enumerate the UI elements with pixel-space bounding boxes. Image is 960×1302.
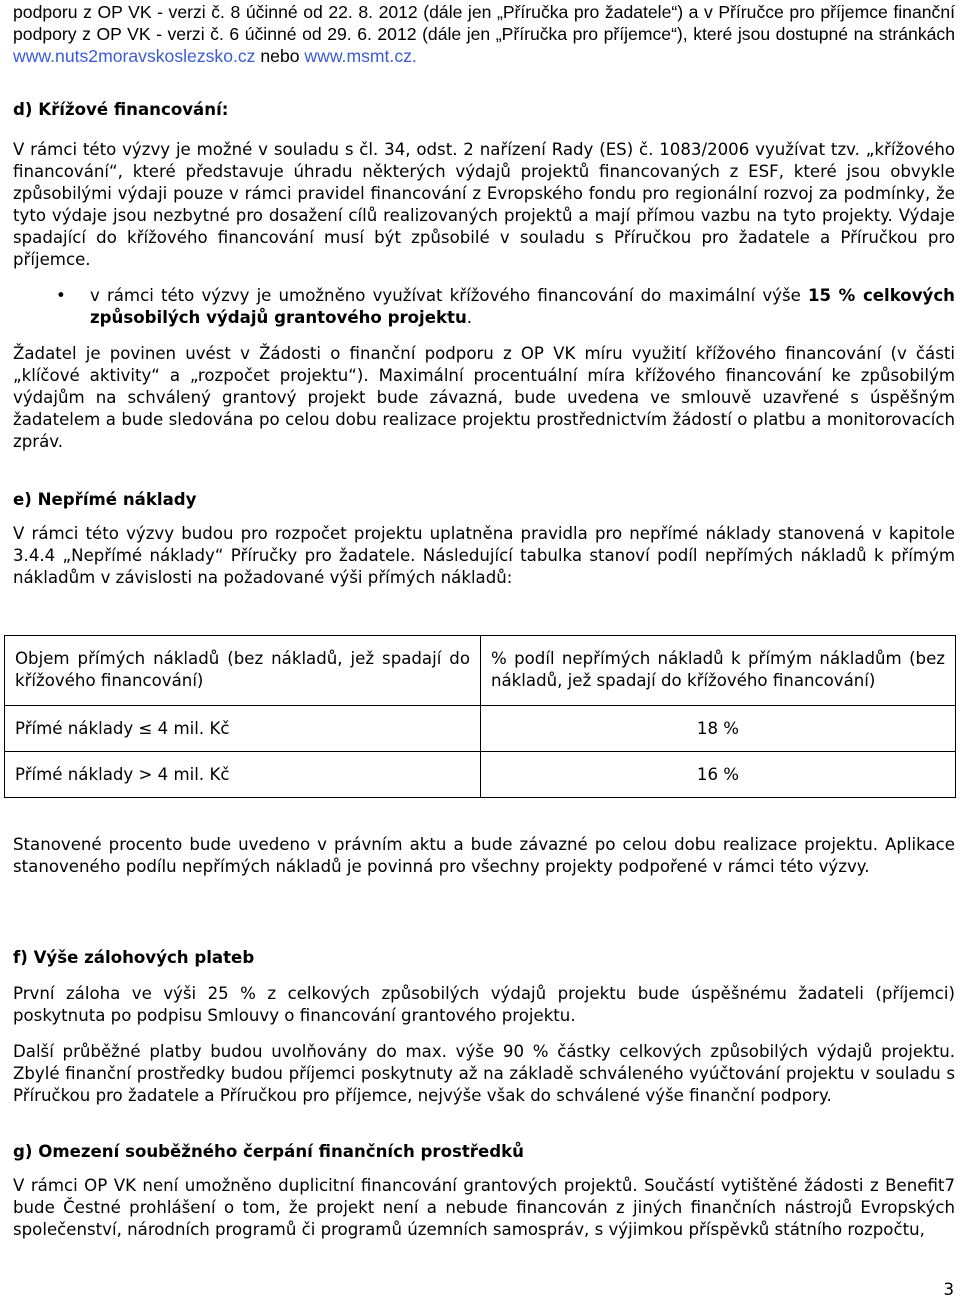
section-f-paragraph-2: Další průběžné platby budou uvolňovány do max. výše 90 % částky celkových způsobilých výdajů projektu. Zbylé finanční prostředky budou příjemci poskytnuty až na základě schváleného vyúčtování projektu v souladu s Příručkou pro žadatele a Příručkou pro příjemce, nejvýše však do schválené výše finanční podpory.: [13, 1042, 955, 1105]
section-d-paragraph-1: V rámci této výzvy je možné v souladu s čl. 34, odst. 2 nařízení Rady (ES) č. 1083/2006 využívat tzv. „křížového financování“, které představuje úhradu některých výdajů projektů financovaných z ESF, které jsou obvykle způsobilými výdaji pouze v rámci pravidel financování z Evropského fondu pro regionální rozvoj za podmínky, že tyto výdaje jsou nezbytné pro dosažení cílů realizovaných projektů a mají přímou vazbu na tyto projekty. Výdaje spadající do křížového financování musí být způsobilé v souladu s Příručkou pro žadatele a Příručkou pro příjemce.: [13, 140, 955, 269]
bullet-end: .: [466, 308, 473, 327]
link-msmt[interactable]: www.msmt.cz.: [304, 46, 417, 66]
table-cell: 16 %: [481, 752, 956, 798]
table-row: [5, 752, 956, 798]
section-g-heading: g) Omezení souběžného čerpání finančních prostředků: [13, 1142, 524, 1161]
section-f-heading: f) Výše zálohových plateb: [13, 948, 255, 967]
table-cell: Přímé náklady ≤ 4 mil. Kč: [5, 706, 481, 752]
table-header-cell: % podíl nepřímých nákladů k přímým nákladům (bez nákladů, jež spadají do křížového financování): [481, 636, 956, 706]
section-d-bullet: [13, 285, 955, 329]
table-cell: Přímé náklady > 4 mil. Kč: [5, 752, 481, 798]
section-d-paragraph-2: Žadatel je povinen uvést v Žádosti o finanční podporu z OP VK míru využití křížového financování (v části „klíčové aktivity“ a „rozpočet projektu“). Maximální procentuální míra křížového financování ke způsobilým výdajům na schválený grantový projekt bude závazná, bude uvedena ve smlouvě uzavřené s úspěšným žadatelem a bude sledována po celou dobu realizace projektu prostřednictvím žádostí o platbu a monitorovacích zpráv.: [13, 344, 955, 451]
bullet-paragraph: [90, 285, 955, 329]
page-number: 3: [943, 1280, 954, 1299]
link-nuts2[interactable]: www.nuts2moravskoslezsko.cz: [13, 46, 256, 66]
bullet-bold: 15 % celkových způsobilých výdajů grantového projektu: [90, 286, 955, 327]
section-e-paragraph-2: Stanovené procento bude uvedeno v právním aktu a bude závazné po celou dobu realizace projektu. Aplikace stanoveného podílu nepřímých nákladů je povinná pro všechny projekty podpořené v rámci této výzvy.: [13, 835, 955, 876]
intro-mid: nebo: [260, 46, 300, 66]
table-row: [5, 706, 956, 752]
indirect-costs-table: [4, 635, 956, 798]
section-g-paragraph-1: V rámci OP VK není umožněno duplicitní financování grantových projektů. Součástí vytištěné žádosti z Benefit7 bude Čestné prohlášení o tom, že projekt není a nebude financován z jiných finančních nástrojů Evropských společenství, národních programů či programů územních samospráv, s výjimkou příspěvků státního rozpočtu,: [13, 1176, 955, 1239]
table-header-row: [5, 636, 956, 706]
section-e-paragraph-1: V rámci této výzvy budou pro rozpočet projektu uplatněna pravidla pro nepřímé náklady stanovená v kapitole 3.4.4 „Nepřímé náklady“ Příručky pro žadatele. Následující tabulka stanoví podíl nepřímých nákladů k přímým nákladům v závislosti na požadované výši přímých nákladů:: [13, 524, 955, 587]
section-f-paragraph-1: První záloha ve výši 25 % z celkových způsobilých výdajů projektu bude úspěšnému žadateli (příjemci) poskytnuta po podpisu Smlouvy o financování grantového projektu.: [13, 984, 955, 1025]
intro-paragraph: [13, 1, 955, 67]
section-d-heading: d) Křížové financování:: [13, 100, 229, 119]
intro-text: podporu z OP VK - verzi č. 8 účinné od 22. 8. 2012 (dále jen „Příručka pro žadatele“) a v Příručce pro příjemce finanční podpory z OP VK - verzi č. 6 účinné od 29. 6. 2012 (dále jen „Příručka pro příjemce“), které jsou dostupné na stránkách: [13, 2, 955, 44]
table-cell: 18 %: [481, 706, 956, 752]
section-e-heading: e) Nepřímé náklady: [13, 490, 197, 509]
bullet-dot: •: [56, 286, 66, 305]
table-header-cell: Objem přímých nákladů (bez nákladů, jež spadají do křížového financování): [5, 636, 481, 706]
bullet-text: v rámci této výzvy je umožněno využívat křížového financování do maximální výše: [90, 286, 801, 305]
